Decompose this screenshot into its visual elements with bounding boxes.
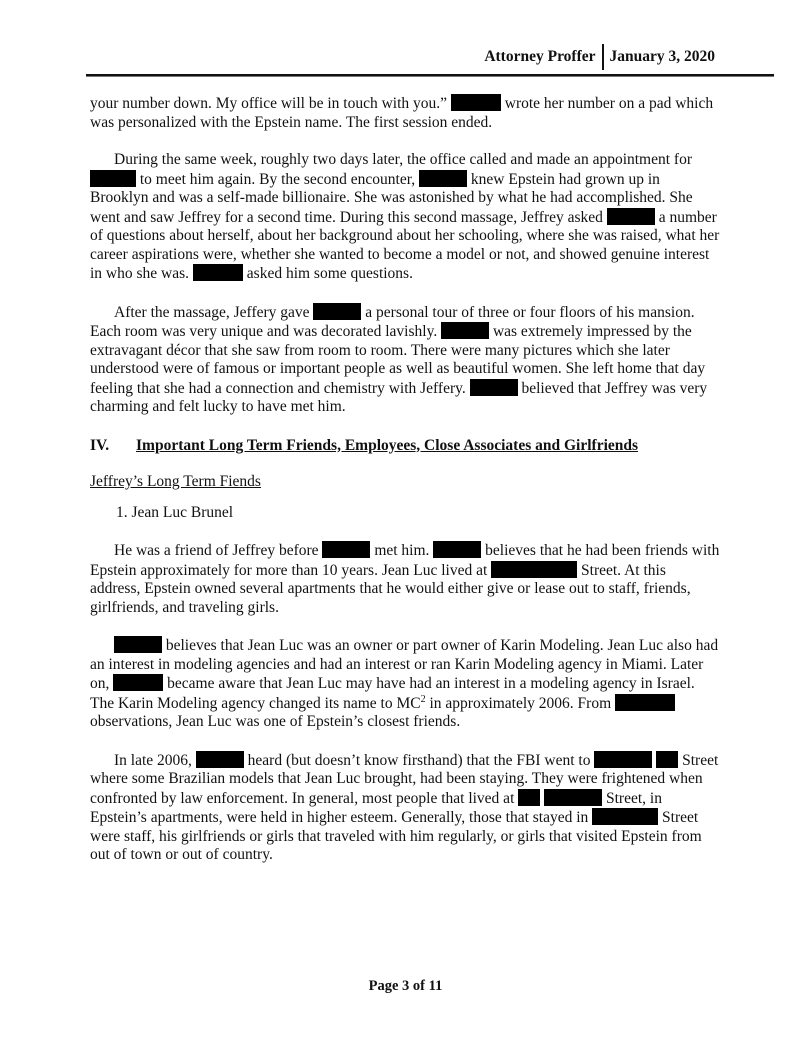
text-span: a personal tour of three or four floors of his mansion. Each room was very unique and was decorated lavishly. <box>90 303 695 340</box>
redaction-box <box>419 170 467 187</box>
text-span: Street, in Epstein’s apartments, were held in higher esteem. Generally, those that stayed in <box>90 789 662 826</box>
text-span: a number of questions about herself, about her background about her schooling, where she was raised, what her career aspirations were, whether she wanted to become a model or not, and showed genuine interest in who she was. <box>90 208 720 282</box>
paragraph-5 <box>90 636 720 732</box>
section-heading <box>90 437 720 456</box>
text-span: in approximately 2006. From <box>429 694 612 712</box>
redaction-box <box>322 541 370 558</box>
header-separator <box>602 44 604 70</box>
section-title: Important Long Term Friends, Employees, Close Associates and Girlfriends <box>136 436 639 454</box>
redaction-box <box>594 751 652 768</box>
redaction-box <box>441 322 489 339</box>
text-span: became aware that Jean Luc may have had an interest in a modeling agency in Israel. The Karin Modeling agency changed its name to MC <box>90 675 695 712</box>
header-title: Attorney Proffer <box>484 48 596 65</box>
subheading: Jeffrey’s Long Term Fiends <box>90 473 261 490</box>
redaction-box <box>113 674 163 691</box>
page-number: Page 3 of 11 <box>368 978 443 994</box>
document-header <box>484 44 715 70</box>
redaction-box <box>470 379 518 396</box>
text-span: knew Epstein had grown up in Brooklyn and was a self-made billionaire. She was astonished by what he had accomplished. She went and saw Jeffrey for a second time. During this second massage, Jeffrey asked <box>90 170 693 226</box>
text-span: believes that he had been friends with Epstein approximately for more than 10 years. Jean Luc lived at <box>90 542 720 579</box>
text-span: believes that Jean Luc was an owner or part owner of Karin Modeling. Jean Luc also had an interest in modeling agencies and had an interest or ran Karin Modeling agency in Miami. Later on, <box>90 637 719 692</box>
redaction-box <box>544 789 602 806</box>
text-span: wrote her number on a pad which was personalized with the Epstein name. The first session ended. <box>90 95 714 131</box>
text-span: was extremely impressed by the extravagant décor that she saw from room to room. There were many pictures which she later understood were of famous or important people as well as beautiful women. She left home that day feeling that she had a connection and chemistry with Jeffery. <box>90 323 706 397</box>
text-span: During the same week, roughly two days later, the office called and made an appointment for <box>114 151 692 168</box>
header-date: January 3, 2020 <box>609 48 715 65</box>
text-span: your number down. My office will be in touch with you.” <box>90 95 448 112</box>
paragraph-2 <box>90 151 720 284</box>
redaction-box <box>313 303 361 320</box>
paragraph-3 <box>90 303 720 417</box>
text-span: to meet him again. By the second encounter, <box>139 170 416 188</box>
list-item: 1. Jean Luc Brunel <box>116 503 234 521</box>
text-span: After the massage, Jeffery gave <box>114 303 310 321</box>
text-span: Street where some Brazilian models that Jean Luc brought, had been staying. They were frightened when confronted by law enforcement. In general, most people that lived at <box>90 751 719 807</box>
paragraph-4 <box>90 541 720 617</box>
section-number: IV. <box>90 436 110 454</box>
redaction-box <box>592 808 658 825</box>
redaction-box <box>114 636 162 653</box>
redaction-box <box>451 94 501 111</box>
redaction-box <box>491 561 577 578</box>
redaction-box <box>90 170 136 187</box>
header-rule <box>86 74 774 77</box>
redaction-box <box>656 751 678 768</box>
paragraph-6 <box>90 751 720 865</box>
redaction-box <box>615 694 675 711</box>
paragraph-1 <box>90 94 720 132</box>
text-span: Street. At this address, Epstein owned several apartments that he would either give or lease out to staff, friends, girlfriends, and traveling girls. <box>90 561 691 616</box>
text-span: heard (but doesn’t know firsthand) that the FBI went to <box>247 751 591 769</box>
redaction-box <box>518 789 540 806</box>
text-span: met him. <box>374 542 430 559</box>
redaction-box <box>193 264 243 281</box>
redaction-box <box>196 751 244 768</box>
text-span: believed that Jeffrey was very charming and felt lucky to have met him. <box>90 379 708 415</box>
text-span: In late 2006, <box>114 751 192 769</box>
superscript: 2 <box>420 693 426 705</box>
text-span: asked him some questions. <box>246 265 413 282</box>
text-span: observations, Jean Luc was one of Epstein’s closest friends. <box>90 713 461 730</box>
redaction-box <box>433 541 481 558</box>
text-span: Street were staff, his girlfriends or girls that traveled with him regularly, or girls that visited Epstein from out of town or out of country. <box>90 809 702 863</box>
document-body <box>90 94 720 884</box>
text-span: He was a friend of Jeffrey before <box>114 542 319 559</box>
redaction-box <box>607 208 655 225</box>
